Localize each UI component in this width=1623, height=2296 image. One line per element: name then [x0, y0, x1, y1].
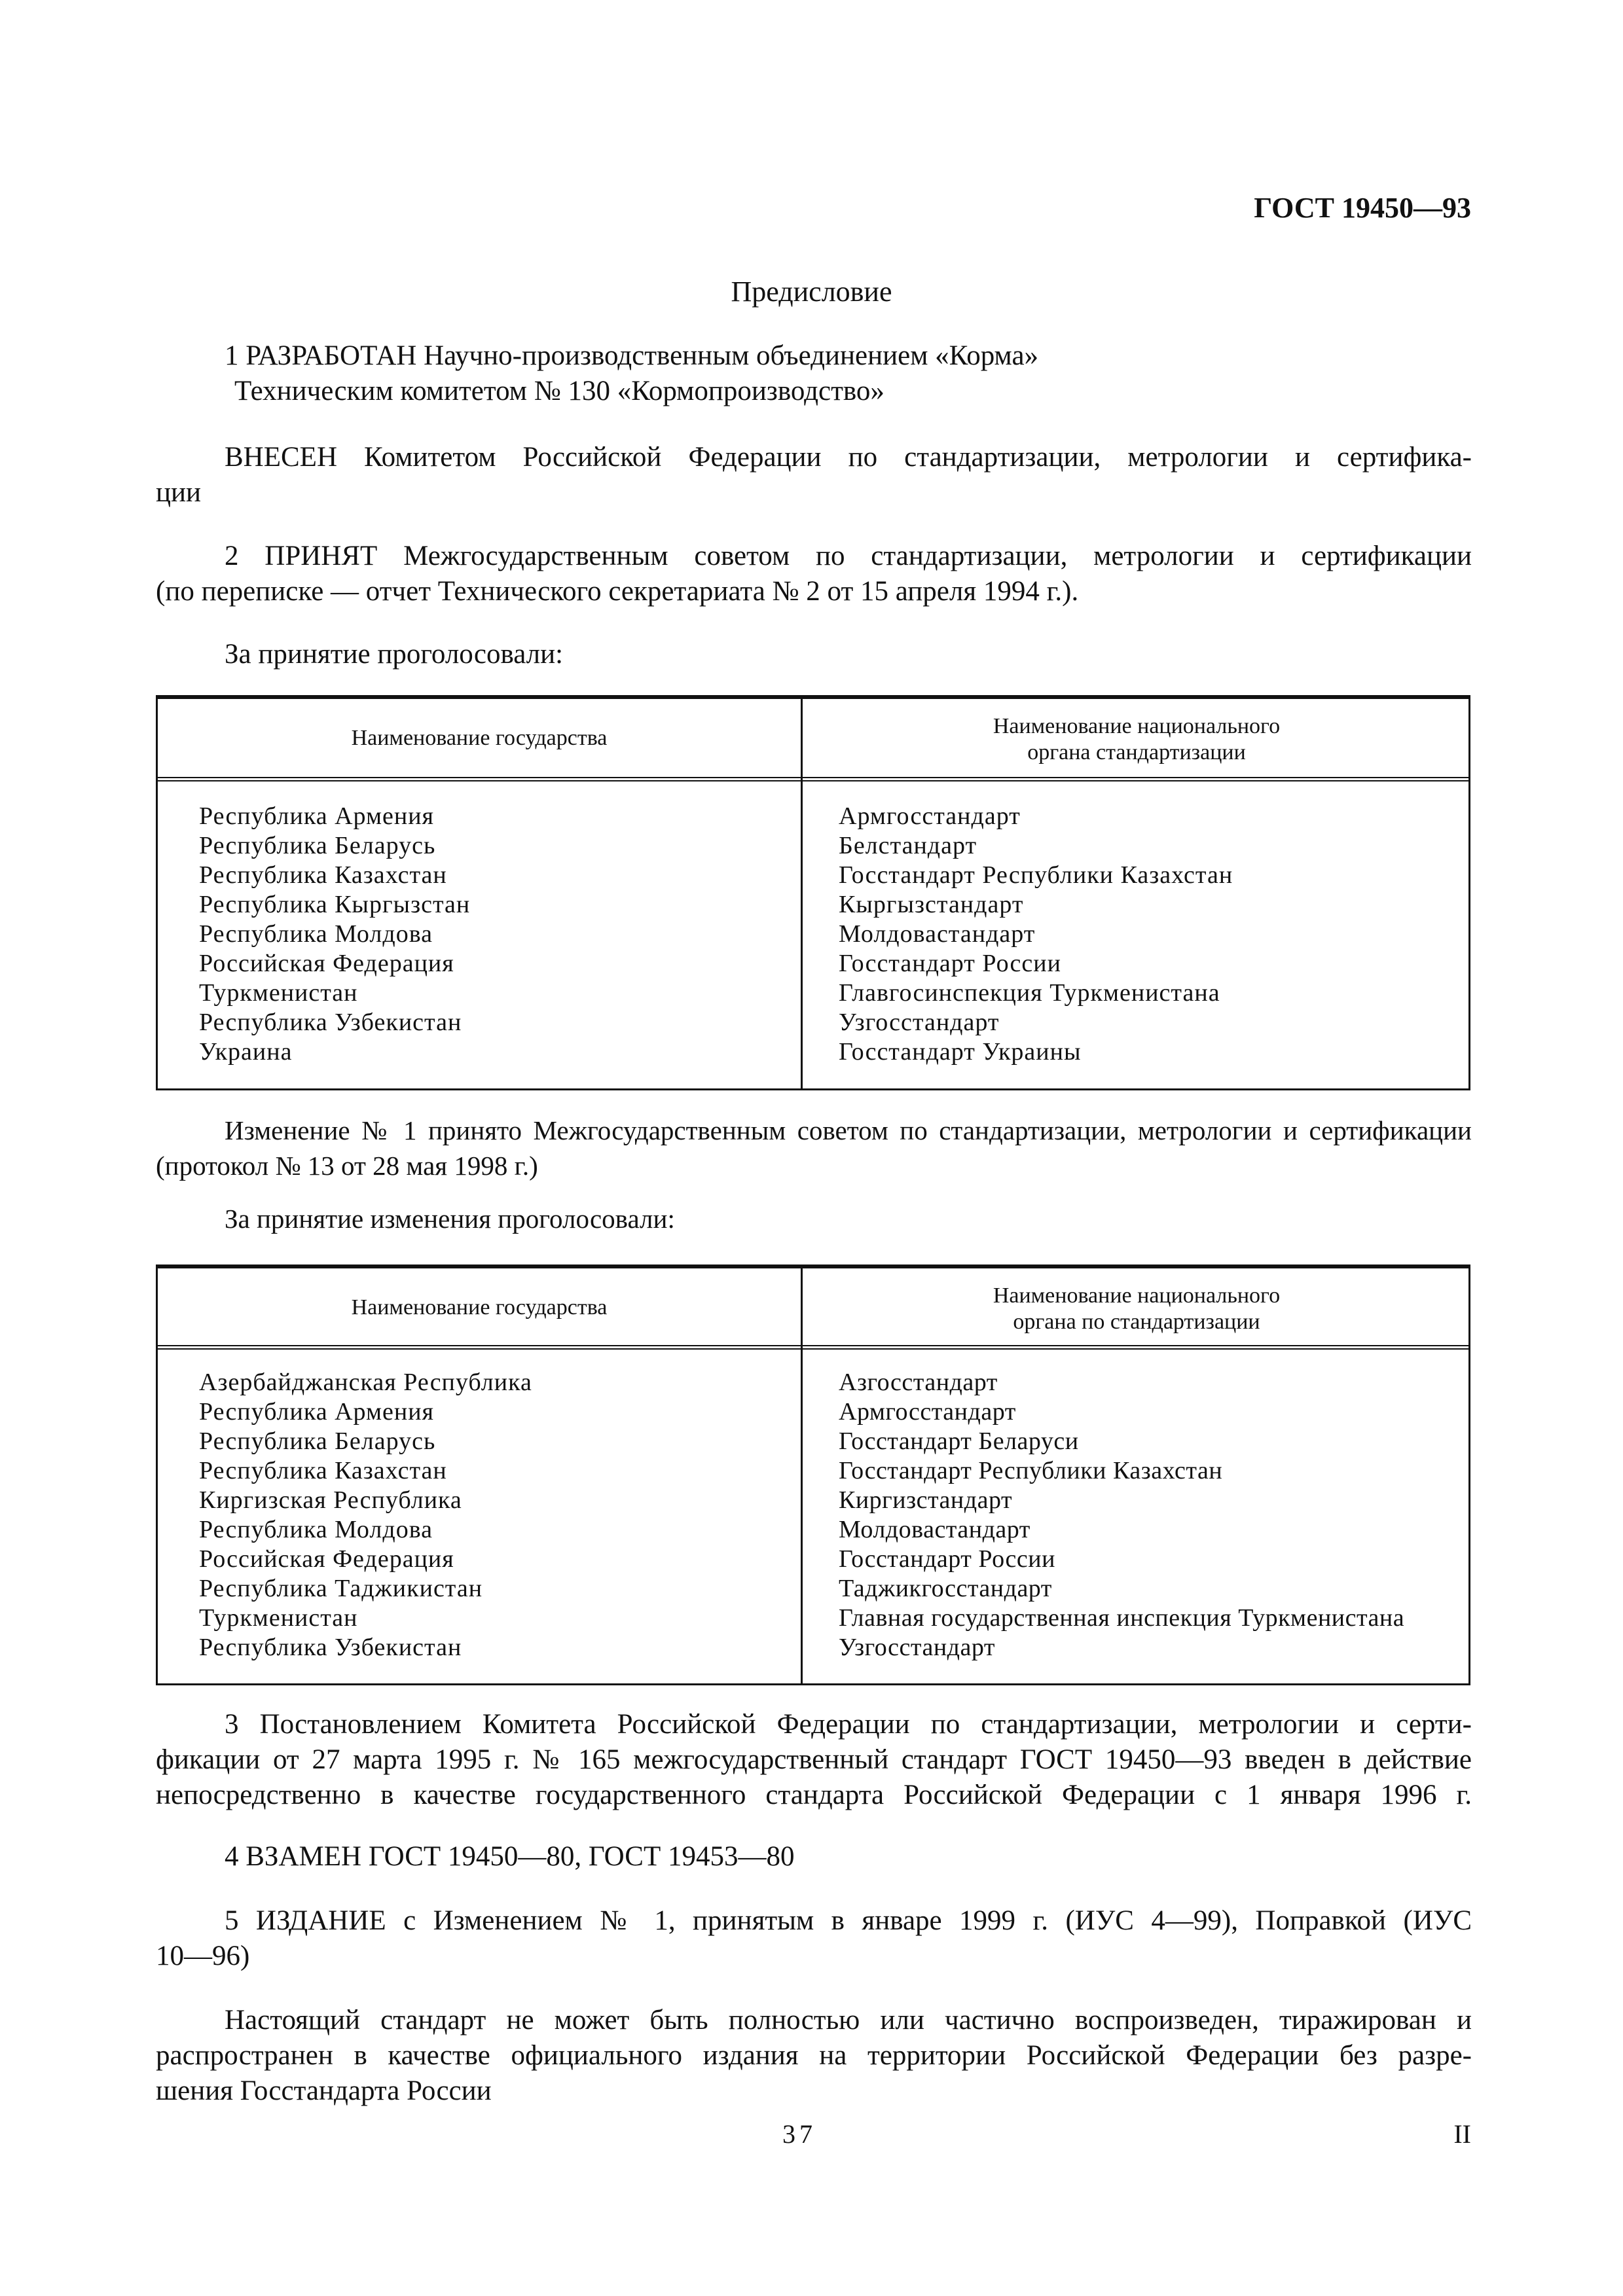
table-row: Киргизстандарт	[839, 1486, 1013, 1514]
table-row: Узгосстандарт	[839, 1634, 995, 1661]
table-row: Республика Кыргызстан	[199, 891, 471, 918]
table-row: Республика Таджикистан	[199, 1575, 483, 1602]
amendment-paragraph	[156, 1113, 1472, 1183]
voted-label-1-text: За принятие проголосовали:	[225, 639, 564, 670]
section-5-line-1: 5 ИЗДАНИЕ с Изменением № 1, принятым в январе 1999 г. (ИУС 4—99), Поправкой (ИУС	[225, 1905, 1472, 1936]
voting-table-1	[156, 695, 1470, 1090]
table-row: Туркменистан	[199, 1604, 358, 1632]
section-2-line-2: (по переписке — отчет Технического секретариата № 2 от 15 апреля 1994 г.).	[156, 576, 1079, 607]
table-row: Главная государственная инспекция Туркменистана	[839, 1604, 1405, 1632]
amendment-line-1: Изменение № 1 принято Межгосударственным советом по стандартизации, метрологии и сертификации	[225, 1115, 1472, 1145]
notice-line-1: Настоящий стандарт не может быть полностью или частично воспроизведен, тиражирован и	[225, 2005, 1472, 2036]
section-3	[156, 1707, 1472, 1813]
table-row: Республика Беларусь	[199, 832, 436, 859]
section-5	[156, 1903, 1472, 1974]
table-row: Киргизская Республика	[199, 1486, 462, 1514]
table-2-header-body	[803, 1283, 1470, 1335]
voted-label-2-text: За принятие изменения проголосовали:	[225, 1204, 675, 1234]
table-row: Украина	[199, 1038, 293, 1066]
table-2-header-body-line-2: органа по стандартизации	[1013, 1310, 1260, 1334]
table-row: Госстандарт Украины	[839, 1038, 1082, 1066]
table-row: Армгосстандарт	[839, 1398, 1016, 1426]
amendment-line-2: (протокол № 13 от 28 мая 1998 г.)	[156, 1151, 538, 1181]
table-2-states	[199, 1368, 532, 1662]
table-row: Главгосинспекция Туркменистана	[839, 979, 1220, 1007]
table-row: Республика Узбекистан	[199, 1634, 462, 1661]
table-1-header-body-line-2: органа стандартизации	[1027, 740, 1246, 764]
table-row: Госстандарт России	[839, 950, 1061, 977]
section-2-line-1: 2 ПРИНЯТ Межгосударственным советом по стандартизации, метрологии и сертификации	[225, 541, 1472, 571]
table-row: Республика Армения	[199, 1398, 435, 1426]
table-row: Госстандарт Республики Казахстан	[839, 861, 1233, 889]
section-4-text: 4 ВЗАМЕН ГОСТ 19450—80, ГОСТ 19453—80	[225, 1841, 795, 1872]
voted-label-2	[156, 1201, 1472, 1236]
section-2	[156, 539, 1472, 609]
table-row: Госстандарт Республики Казахстан	[839, 1457, 1223, 1484]
section-3-line-2: фикации от 27 марта 1995 г. № 165 межгосударственный стандарт ГОСТ 19450—93 введен в действие	[156, 1744, 1472, 1775]
table-row: Республика Беларусь	[199, 1427, 436, 1455]
section-1	[156, 338, 1472, 409]
voted-label-1	[156, 637, 1472, 672]
section-1-line-1: 1 РАЗРАБОТАН Научно-производственным объединением «Корма»	[225, 340, 1039, 371]
vnesen-line-1: ВНЕСЕН Комитетом Российской Федерации по стандартизации, метрологии и сертифика-	[225, 442, 1472, 473]
table-row: Кыргызстандарт	[839, 891, 1024, 918]
section-1-line-2: Техническим комитетом № 130 «Кормопроизводство»	[234, 376, 884, 406]
table-row: Республика Молдова	[199, 920, 433, 948]
notice-line-3: шения Госстандарта России	[156, 2075, 492, 2106]
table-row: Республика Казахстан	[199, 861, 447, 889]
table-2-bodies	[839, 1368, 1404, 1662]
section-3-line-3: непосредственно в качестве государственного стандарта Российской Федерации с 1 января 1996 г.	[156, 1780, 1472, 1810]
table-row: Азгосстандарт	[839, 1369, 998, 1396]
table-1-states	[199, 802, 470, 1067]
table-1-header-body-line-1: Наименование национального	[993, 714, 1281, 738]
section-5-line-2: 10—96)	[156, 1941, 250, 1971]
notice-line-2: распространен в качестве официального издания на территории Российской Федерации без разре-	[156, 2040, 1472, 2071]
table-1-header-state: Наименование государства	[351, 726, 608, 750]
table-row: Республика Узбекистан	[199, 1009, 462, 1036]
table-row: Госстандарт Беларуси	[839, 1427, 1079, 1455]
notice-paragraph	[156, 2003, 1472, 2109]
table-row: Республика Армения	[199, 802, 435, 830]
page-number: 37	[782, 2119, 816, 2149]
section-3-line-1: 3 Постановлением Комитета Российской Федерации по стандартизации, метрологии и серти-	[225, 1709, 1472, 1740]
table-row: Азербайджанская Республика	[199, 1369, 532, 1396]
table-2-header-state: Наименование государства	[351, 1295, 608, 1319]
table-row: Российская Федерация	[199, 950, 454, 977]
page-mark: II	[1453, 2119, 1471, 2149]
table-row: Республика Казахстан	[199, 1457, 447, 1484]
table-row: Туркменистан	[199, 979, 358, 1007]
table-1-bodies	[839, 802, 1233, 1067]
page-title: Предисловие	[731, 276, 892, 308]
voting-table-2	[156, 1265, 1470, 1685]
table-1-header-body	[803, 713, 1470, 766]
table-row: Армгосстандарт	[839, 802, 1021, 830]
table-row: Республика Молдова	[199, 1516, 433, 1543]
document-code: ГОСТ 19450—93	[1254, 192, 1471, 224]
table-row: Молдовастандарт	[839, 1516, 1030, 1543]
section-4	[156, 1839, 1472, 1874]
table-row: Российская Федерация	[199, 1545, 454, 1573]
table-row: Госстандарт России	[839, 1545, 1055, 1573]
table-row: Белстандарт	[839, 832, 977, 859]
table-2-header-body-line-1: Наименование национального	[993, 1283, 1281, 1308]
vnesen-paragraph	[156, 440, 1472, 511]
table-row: Узгосстандарт	[839, 1009, 1000, 1036]
vnesen-line-2: ции	[156, 477, 202, 508]
table-row: Молдовастандарт	[839, 920, 1036, 948]
table-row: Таджикгосстандарт	[839, 1575, 1052, 1602]
